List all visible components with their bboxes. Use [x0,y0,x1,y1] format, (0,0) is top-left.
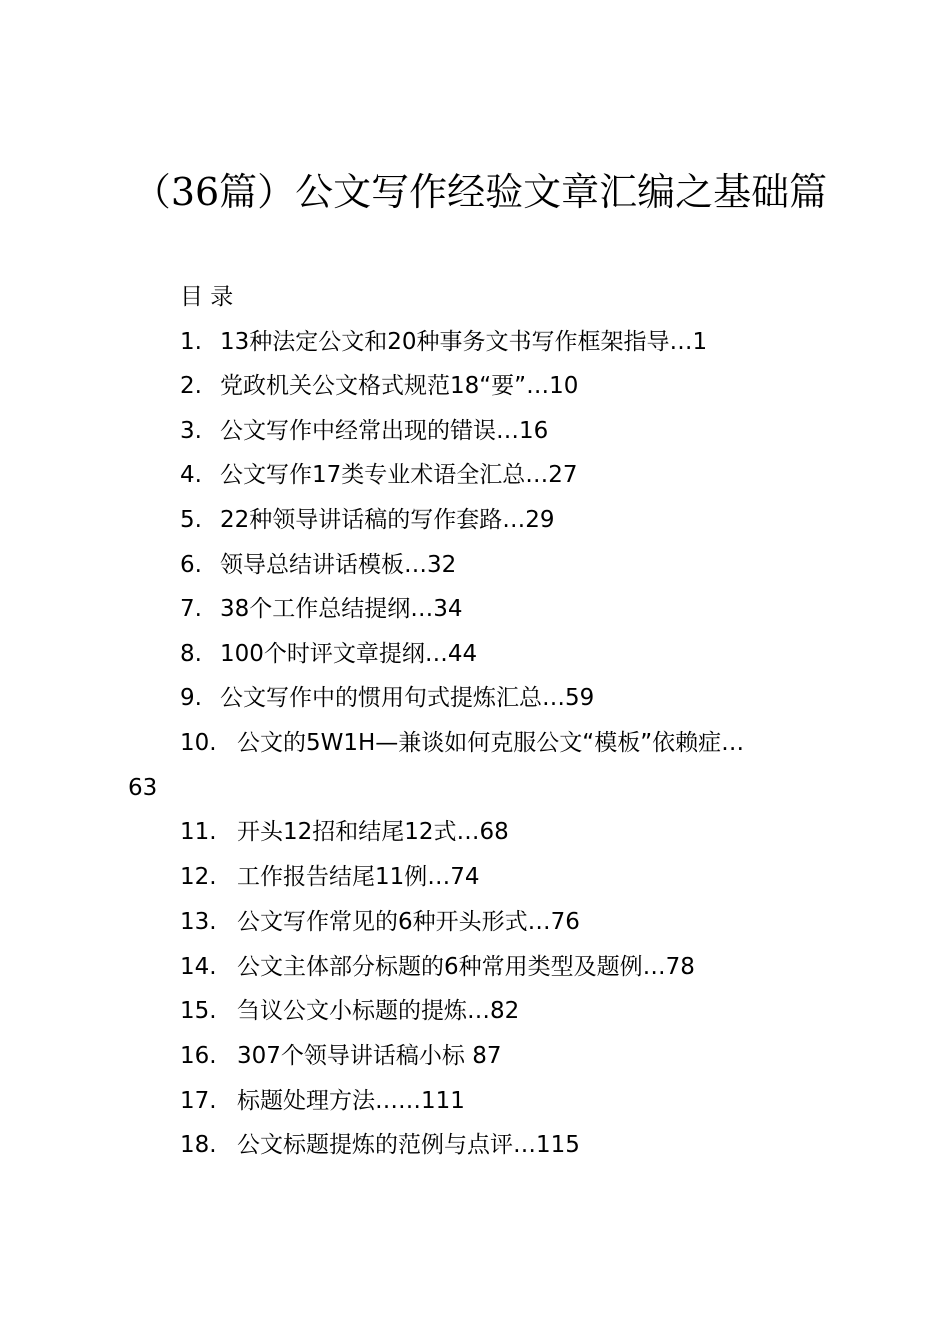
toc-item-number: 6. [180,552,202,578]
toc-item-text: 党政机关公文格式规范18“要”…10 [220,373,579,399]
toc-item-text: 标题处理方法……111 [237,1088,465,1114]
toc-item-text: 公文写作中经常出现的错误…16 [220,418,549,444]
toc-item-number: 17. [180,1088,217,1114]
toc-heading: 目 录 [180,284,234,310]
toc-item-number: 14. [180,954,217,980]
toc-item-number: 11. [180,819,217,845]
toc-item-text: 公文标题提炼的范例与点评…115 [237,1132,580,1158]
toc-item-number: 3. [180,418,202,444]
toc-item-number: 16. [180,1043,217,1069]
toc-item-text: 公文的5W1H—兼谈如何克服公文“模板”依赖症… [237,730,745,756]
toc-item-text: 38个工作总结提纲…34 [220,596,463,622]
toc-item-text: 公文写作17类专业术语全汇总…27 [220,462,578,488]
toc-item-number: 12. [180,864,217,890]
toc-item-number: 9. [180,685,202,711]
toc-item-number: 7. [180,596,202,622]
toc-item-number: 10. [180,730,217,756]
toc-item-text: 13种法定公文和20种事务文书写作框架指导…1 [220,329,708,355]
toc-item-text: 工作报告结尾11例…74 [237,864,480,890]
toc-item-text: 307个领导讲话稿小标 87 [237,1043,502,1069]
toc-item-text: 100个时评文章提纲…44 [220,641,478,667]
toc-item-text: 开头12招和结尾12式…68 [237,819,509,845]
toc-item-number: 4. [180,462,202,488]
toc-item-text: 公文写作中的惯用句式提炼汇总…59 [220,685,595,711]
toc-item-number: 13. [180,909,217,935]
toc-item-text: 刍议公文小标题的提炼…82 [237,998,520,1024]
toc-item-number: 1. [180,329,202,355]
toc-item-text: 22种领导讲话稿的写作套路…29 [220,507,555,533]
toc-item-number: 18. [180,1132,217,1158]
toc-item-number: 15. [180,998,217,1024]
toc-item-text: 领导总结讲话模板…32 [220,552,457,578]
toc-item-number: 5. [180,507,202,533]
toc-item-text: 公文主体部分标题的6种常用类型及题例…78 [237,954,695,980]
document-title: （36篇）公文写作经验文章汇编之基础篇 [132,170,828,214]
toc-item-number: 8. [180,641,202,667]
toc-item-number: 2. [180,373,202,399]
toc-item-continuation: 63 [128,775,158,801]
toc-item-text: 公文写作常见的6种开头形式…76 [237,909,580,935]
